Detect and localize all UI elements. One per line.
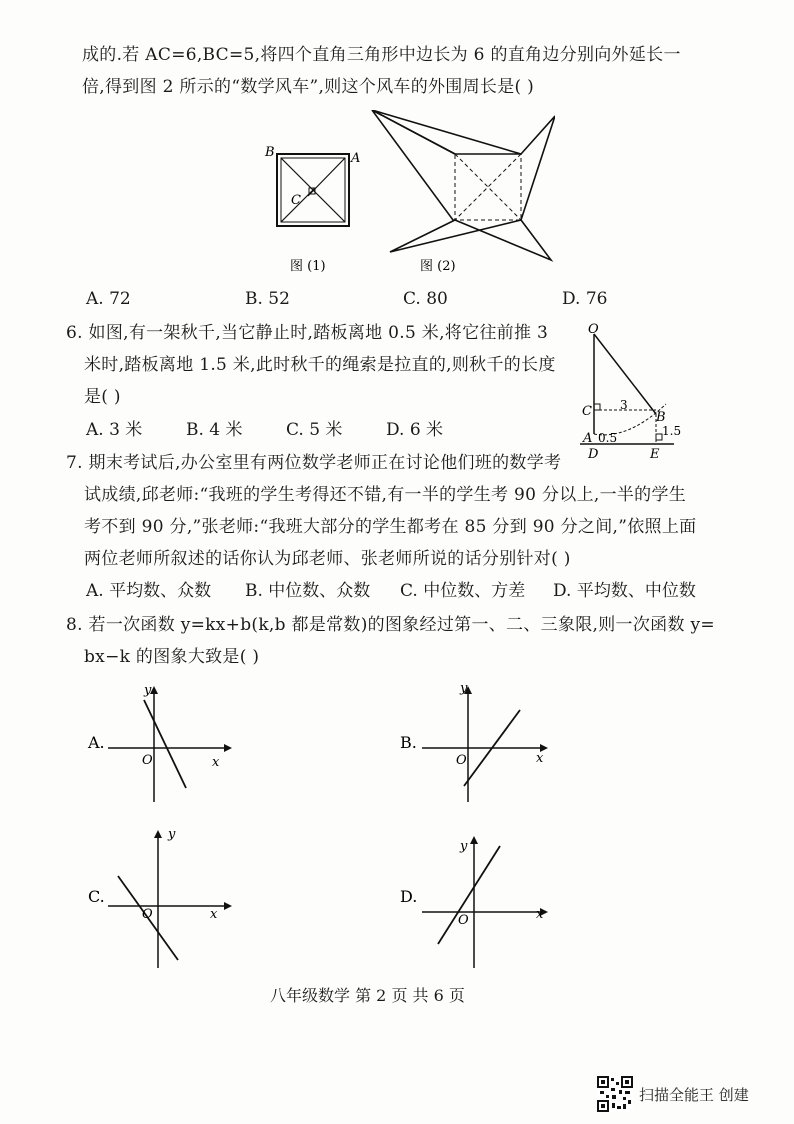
q6-text-line2: 米时,踏板离地 1.5 米,此时秋千的绳索是拉直的,则秋千的长度 <box>84 355 556 375</box>
q6-label-C: C <box>582 404 592 419</box>
q7-option-a[interactable]: A. 平均数、众数 <box>86 581 212 601</box>
scanner-watermark-text: 扫描全能王 创建 <box>639 1085 749 1104</box>
page-footer: 八年级数学 第 2 页 共 6 页 <box>270 986 465 1005</box>
q8-graph-a[interactable] <box>84 680 234 805</box>
q8-graph-d-axis-x: x <box>536 907 544 922</box>
q8-text-line2: bx−k 的图象大致是( ) <box>84 647 260 667</box>
q8-graph-a-label: A. <box>88 733 105 752</box>
q8-graph-c-origin: O <box>142 907 153 922</box>
q7-option-b[interactable]: B. 中位数、众数 <box>245 581 371 601</box>
q5-option-a[interactable]: A. 72 <box>86 289 131 309</box>
q8-graph-c-label: C. <box>88 887 105 906</box>
q8-graph-a-origin: O <box>142 753 153 768</box>
q8-graph-d-origin: O <box>458 913 469 928</box>
q8-graph-a-axis-y: y <box>144 683 152 698</box>
q5-text-line1: 成的.若 AC=6,BC=5,将四个直角三角形中边长为 6 的直角边分别向外延长一 <box>82 45 681 65</box>
q6-label-D: D <box>588 447 599 460</box>
q5-option-c[interactable]: C. 80 <box>403 289 448 309</box>
q5-label-A: A <box>351 151 361 166</box>
q6-label-E: E <box>650 447 660 460</box>
q6-swing-figure <box>578 320 688 460</box>
q6-label-three: 3 <box>620 398 628 412</box>
q7-option-d[interactable]: D. 平均数、中位数 <box>553 581 696 601</box>
q5-option-b[interactable]: B. 52 <box>245 289 290 309</box>
q8-text-line1: 8. 若一次函数 y=kx+b(k,b 都是常数)的图象经过第一、二、三象限,则一次函数 y= <box>66 615 715 635</box>
q5-text-line2: 倍,得到图 2 所示的“数学风车”,则这个风车的外围周长是( ) <box>82 77 535 97</box>
q6-label-B: B <box>656 410 666 425</box>
q6-option-a[interactable]: A. 3 米 <box>86 420 143 440</box>
q7-text-line2: 试成绩,邱老师:“我班的学生考得还不错,有一半的学生考 90 分以上,一半的学生 <box>84 485 687 505</box>
q8-graph-b-origin: O <box>456 753 467 768</box>
q7-text-line1: 7. 期末考试后,办公室里有两位数学老师正在讨论他们班的数学考 <box>66 453 562 473</box>
q8-graph-b-axis-y: y <box>460 681 468 696</box>
q8-graph-c-axis-y: y <box>168 827 176 842</box>
q6-option-b[interactable]: B. 4 米 <box>186 420 243 440</box>
q5-label-B: B <box>265 145 275 160</box>
q6-label-one-half: 1.5 <box>662 424 682 438</box>
q8-graph-d-axis-y: y <box>460 839 468 854</box>
q8-graph-d[interactable] <box>398 826 558 971</box>
q8-graph-a-axis-x: x <box>212 755 220 770</box>
q7-text-line3: 考不到 90 分,”张老师:“我班大部分的学生都考在 85 分到 90 分之间,”依照上面 <box>84 517 697 537</box>
q5-fig1-caption: 图 (1) <box>290 259 326 274</box>
q6-text-line3: 是( ) <box>84 387 121 407</box>
qr-code-icon <box>597 1076 633 1112</box>
q5-option-d[interactable]: D. 76 <box>562 289 608 309</box>
q5-fig2-caption: 图 (2) <box>420 259 456 274</box>
q6-label-O: O <box>588 322 599 337</box>
q5-figure1 <box>264 145 360 274</box>
q5-figure2 <box>372 110 555 274</box>
q5-figures <box>255 110 555 280</box>
q6-option-d[interactable]: D. 6 米 <box>386 420 444 440</box>
scanner-watermark <box>597 1076 749 1112</box>
q6-option-c[interactable]: C. 5 米 <box>286 420 343 440</box>
q7-text-line4: 两位老师所叙述的话你认为邱老师、张老师所说的话分别针对( ) <box>84 549 571 569</box>
q6-text-line1: 6. 如图,有一架秋千,当它静止时,踏板离地 0.5 米,将它往前推 3 <box>66 323 549 343</box>
q8-graph-c[interactable] <box>84 826 234 971</box>
q8-graph-d-label: D. <box>400 887 418 906</box>
q8-graph-b-label: B. <box>400 733 417 752</box>
q6-label-half: 0.5 <box>598 431 618 445</box>
q5-label-C: C <box>291 193 301 208</box>
q7-option-c[interactable]: C. 中位数、方差 <box>400 581 526 601</box>
q6-label-A: A <box>583 431 593 446</box>
q8-graph-b-axis-x: x <box>536 751 544 766</box>
q8-graph-c-axis-x: x <box>210 907 218 922</box>
q8-graph-b[interactable] <box>398 680 558 805</box>
